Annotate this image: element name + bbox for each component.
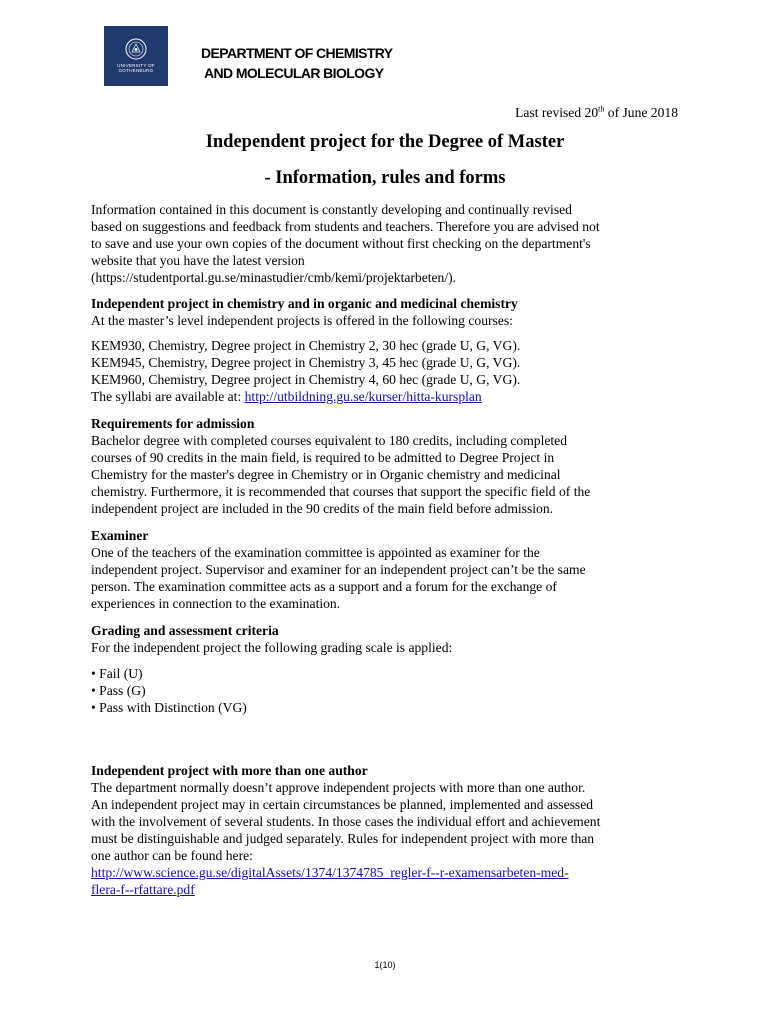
admission-line: courses of 90 credits in the main field, is required to be admitted to Degree Project in xyxy=(91,450,555,465)
authors-line: with the involvement of several students. In those cases the individual effort and achievement xyxy=(91,814,601,829)
grade-item: • Pass with Distinction (VG) xyxy=(91,700,247,715)
section-heading-examiner: Examiner xyxy=(91,528,149,543)
grading-intro: For the independent project the following grading scale is applied: xyxy=(91,640,453,655)
authors-line: one author can be found here: xyxy=(91,848,253,863)
course-item: KEM945, Chemistry, Degree project in Chemistry 3, 45 hec (grade U, G, VG). xyxy=(91,355,521,370)
syllabi-label: The syllabi are available at: xyxy=(91,389,245,404)
intro-line: Information contained in this document is constantly developing and continually revised xyxy=(91,202,572,217)
admission-line: Chemistry for the master's degree in Chemistry or in Organic chemistry and medicinal xyxy=(91,467,561,482)
rules-link-line xyxy=(91,881,691,898)
course-item: KEM960, Chemistry, Degree project in Chemistry 4, 60 hec (grade U, G, VG). xyxy=(91,372,521,387)
syllabi-line xyxy=(91,388,691,405)
grade-item: • Fail (U) xyxy=(91,666,143,681)
multiple-authors-paragraph xyxy=(91,779,691,898)
document-body xyxy=(91,201,691,898)
section-heading-courses: Independent project in chemistry and in organic and medicinal chemistry xyxy=(91,296,518,311)
syllabi-link[interactable]: http://utbildning.gu.se/kurser/hitta-kursplan xyxy=(244,389,482,404)
courses-intro: At the master’s level independent projects is offered in the following courses: xyxy=(91,313,513,328)
intro-line: website that you have the latest version xyxy=(91,253,305,268)
intro-line: (https://studentportal.gu.se/minastudier/cmb/kemi/projektarbeten/). xyxy=(91,270,457,285)
admission-line: chemistry. Furthermore, it is recommended that courses that support the specific field of the xyxy=(91,484,591,499)
intro-line: based on suggestions and feedback from students and teachers. Therefore you are advised not xyxy=(91,219,600,234)
university-seal-icon xyxy=(125,38,147,60)
university-logo xyxy=(104,26,168,86)
revised-prefix: Last revised 20 xyxy=(515,105,599,120)
section-heading-grading: Grading and assessment criteria xyxy=(91,623,279,638)
examiner-line: experiences in connection to the examination. xyxy=(91,596,341,611)
revised-superscript: th xyxy=(598,104,605,114)
section-heading-multiple-authors: Independent project with more than one author xyxy=(91,763,368,778)
rules-link-line xyxy=(91,864,691,881)
course-item: KEM930, Chemistry, Degree project in Chemistry 2, 30 hec (grade U, G, VG). xyxy=(91,338,521,353)
revised-suffix: of June 2018 xyxy=(604,105,678,120)
department-name xyxy=(201,43,393,83)
grade-item: • Pass (G) xyxy=(91,683,146,698)
section-heading-admission: Requirements for admission xyxy=(91,416,255,431)
admission-line: independent project are included in the 90 credits of the main field before admission. xyxy=(91,501,554,516)
authors-line: An independent project may in certain circumstances be planned, implemented and assessed xyxy=(91,797,594,812)
authors-line: must be distinguishable and judged separately. Rules for independent project with more than xyxy=(91,831,595,846)
department-line-2: AND MOLECULAR BIOLOGY xyxy=(204,65,384,81)
logo-text xyxy=(117,63,155,73)
authors-line: The department normally doesn’t approve independent projects with more than one author. xyxy=(91,780,586,795)
examiner-line: independent project. Supervisor and examiner for an independent project can’t be the same xyxy=(91,562,586,577)
course-list xyxy=(91,337,691,405)
admission-line: Bachelor degree with completed courses equivalent to 180 credits, including completed xyxy=(91,433,568,448)
rules-link-part-2[interactable]: flera-f--rfattare.pdf xyxy=(91,882,195,897)
examiner-paragraph xyxy=(91,544,691,612)
department-line-1: DEPARTMENT OF CHEMISTRY xyxy=(201,45,393,61)
page-number: 1(10) xyxy=(374,960,396,970)
logo-text-line-2: GOTHENBURG xyxy=(118,68,154,73)
grade-list xyxy=(91,665,691,716)
document-title: Independent project for the Degree of Master xyxy=(205,132,565,152)
admission-paragraph xyxy=(91,432,691,517)
rules-link-part-1[interactable]: http://www.science.gu.se/digitalAssets/1374/1374785_regler-f--r-examensarbeten-med- xyxy=(91,865,569,880)
examiner-line: One of the teachers of the examination committee is appointed as examiner for the xyxy=(91,545,540,560)
intro-paragraph xyxy=(91,201,691,286)
examiner-line: person. The examination committee acts as a support and a forum for the exchange of xyxy=(91,579,557,594)
logo-text-line-1: UNIVERSITY OF xyxy=(117,63,155,68)
intro-line: to save and use your own copies of the document without first checking on the department's xyxy=(91,236,591,251)
last-revised-date xyxy=(515,104,678,121)
document-subtitle: - Information, rules and forms xyxy=(264,168,506,188)
